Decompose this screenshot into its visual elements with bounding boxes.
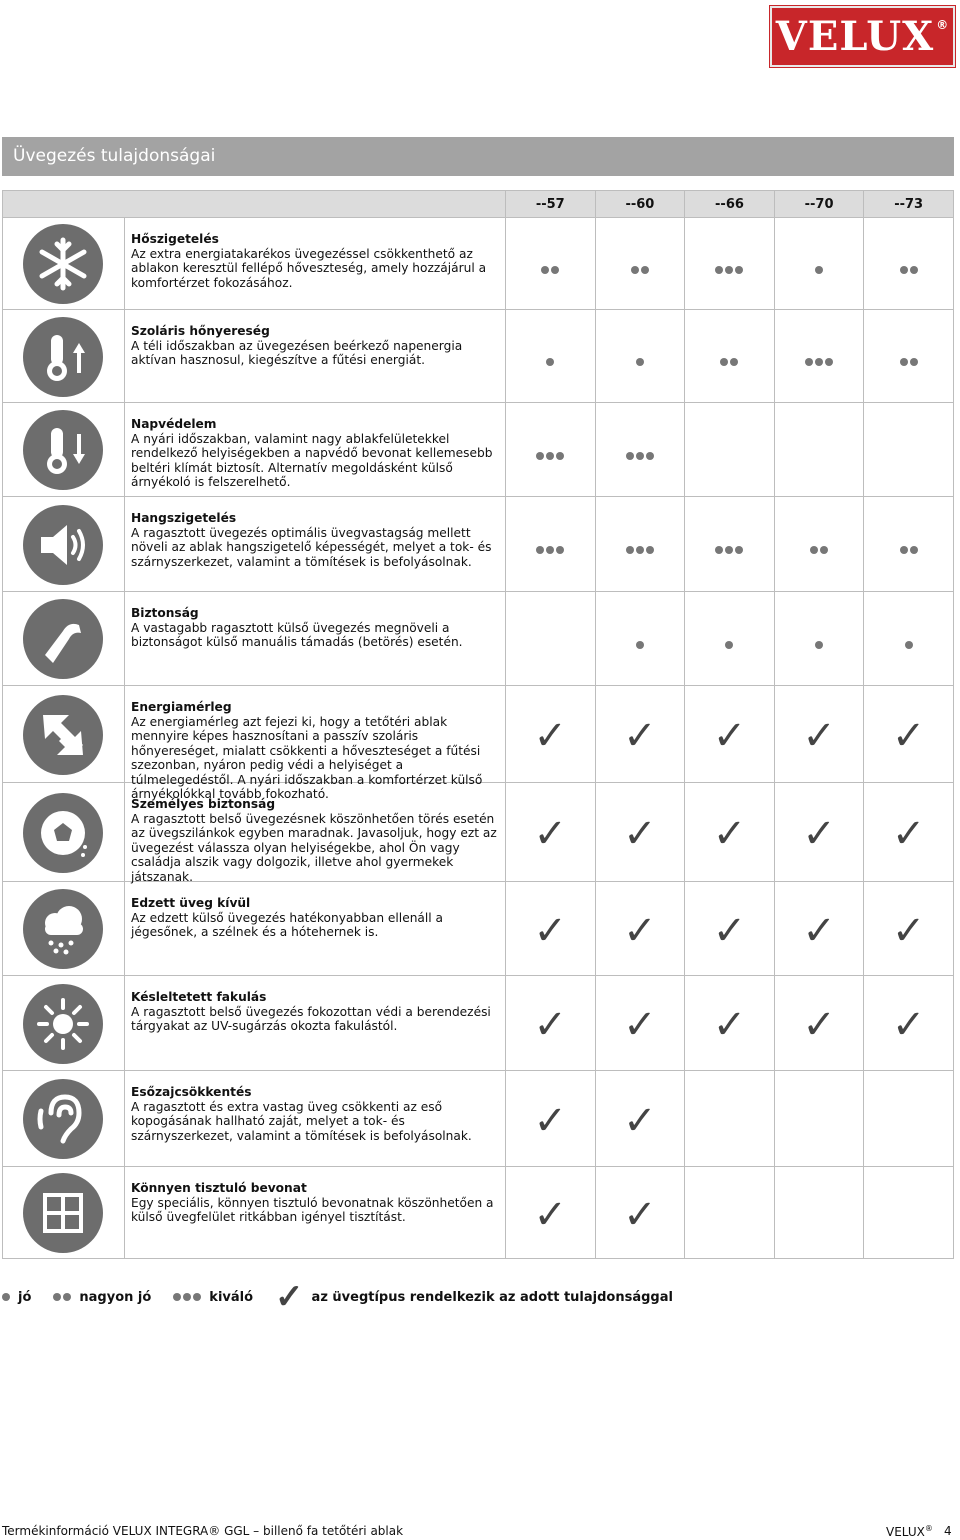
value-cell---66 [685, 218, 775, 309]
value-cell---60 [596, 218, 686, 309]
football-icon [23, 793, 103, 873]
checkmark-icon: ✓ [891, 811, 926, 857]
row-icon-cell [2, 497, 125, 591]
value-cell---60 [596, 882, 686, 975]
rating-dot [735, 546, 743, 554]
checkmark-icon: ✓ [712, 1002, 747, 1048]
row-title: Hangszigetelés [131, 511, 237, 525]
logo-registered-mark: ® [936, 17, 950, 32]
value-cell---73 [864, 882, 954, 975]
row-text: A ragasztott belső üvegezés fokozottan védi a berendezési tárgyakat az UV-sugárzás okozta fakulástól. [131, 1004, 491, 1033]
rating-dots [636, 358, 644, 366]
value-cell---60 [596, 976, 686, 1070]
row-title: Energiamérleg [131, 700, 232, 714]
rating-dot [825, 358, 833, 366]
rating-dots [725, 641, 733, 649]
row-description [125, 1071, 506, 1166]
row-text: A téli időszakban az üvegezésen beérkező napenergia aktívan hasznosul, kiegészítve a fűtési energiát. [131, 338, 463, 367]
value-cell---73 [864, 592, 954, 685]
row-description [125, 592, 506, 685]
value-cell---57 [506, 403, 596, 496]
checkmark-icon: ✓ [712, 811, 747, 857]
properties-table [2, 190, 954, 1259]
rating-dot [636, 641, 644, 649]
rating-dot [646, 546, 654, 554]
legend [2, 1277, 695, 1317]
value-cell---57 [506, 218, 596, 309]
row-text: A ragasztott és extra vastag üveg csökkenti az eső kopogásának hallható zaját, melyet a tok- és szárnyszerkezet, valamint a tömítések is befolyásolnak. [131, 1099, 472, 1143]
rating-dot [815, 358, 823, 366]
checkmark-icon: ✓ [533, 907, 568, 954]
checkmark-icon: ✓ [623, 713, 657, 759]
checkmark-icon: ✓ [891, 713, 926, 759]
value-cell---66 [685, 1071, 775, 1166]
value-cell---73 [864, 783, 954, 881]
rating-dot [725, 641, 733, 649]
speaker-icon [23, 505, 103, 585]
value-cell---66 [685, 497, 775, 591]
value-cell---66 [685, 592, 775, 685]
thermometer-down-icon [23, 410, 103, 490]
value-cell---60 [596, 1167, 686, 1258]
legend-check-label: az üvegtípus rendelkezik az adott tulajdonsággal [311, 1289, 673, 1305]
rating-dot [815, 266, 823, 274]
row-title: Biztonság [131, 606, 199, 620]
table-row [2, 686, 954, 801]
rating-dots [815, 266, 823, 274]
row-title: Könnyen tisztuló bevonat [131, 1181, 307, 1195]
rating-dot [730, 358, 738, 366]
row-text: Egy speciális, könnyen tisztuló bevonatnak köszönhetően a külső üvegfelület ritkábban igényel tisztítást. [131, 1195, 494, 1224]
rating-dot [636, 452, 644, 460]
rating-dots [900, 266, 918, 274]
rating-dots [536, 546, 564, 554]
value-cell---73 [864, 976, 954, 1070]
section-title: Üvegezés tulajdonságai [13, 146, 216, 166]
column-header: --70 [775, 191, 865, 217]
rating-dot [735, 266, 743, 274]
legend-very-good-label: nagyon jó [79, 1289, 152, 1305]
clean-window-icon [23, 1173, 103, 1253]
row-text: A vastagabb ragasztott külső üvegezés megnöveli a biztonságot külső manuális támadás (betörés) esetén. [131, 620, 463, 649]
rating-dot [910, 266, 918, 274]
checkmark-icon: ✓ [712, 713, 747, 759]
checkmark-icon: ✓ [623, 1002, 657, 1048]
value-cell---70 [775, 497, 865, 591]
value-cell---73 [864, 1071, 954, 1166]
footer-brand-text: VELUX [886, 1525, 925, 1539]
row-title: Szoláris hőnyereség [131, 324, 270, 338]
legend-good [2, 1290, 31, 1305]
row-title: Napvédelem [131, 417, 217, 431]
column-header: --57 [506, 191, 596, 217]
checkmark-icon: ✓ [802, 907, 836, 954]
crowbar-icon [23, 599, 103, 679]
row-icon-cell [2, 218, 125, 309]
rating-dots [805, 358, 833, 366]
checkmark-icon: ✓ [533, 811, 568, 857]
checkmark-icon: ✓ [533, 1191, 568, 1238]
table-row [2, 497, 954, 592]
column-header: --60 [596, 191, 686, 217]
value-cell---66 [685, 403, 775, 496]
value-cell---66 [685, 976, 775, 1070]
row-description [125, 310, 506, 402]
row-description [125, 403, 506, 496]
value-cell---66 [685, 882, 775, 975]
arrows-icon [23, 695, 103, 775]
table-row [2, 218, 954, 310]
rating-dot [715, 266, 723, 274]
value-cell---73 [864, 1167, 954, 1258]
value-cell---70 [775, 882, 865, 975]
row-icon-cell [2, 976, 125, 1070]
footer-brand-reg: ® [924, 1524, 933, 1533]
page-number: 4 [944, 1524, 952, 1538]
rating-dot [536, 452, 544, 460]
rating-dot [810, 546, 818, 554]
checkmark-icon: ✓ [533, 1097, 568, 1144]
value-cell---70 [775, 1071, 865, 1166]
rating-dots [541, 266, 559, 274]
row-icon-cell [2, 1167, 125, 1258]
row-title: Késleltetett fakulás [131, 990, 267, 1004]
footer-product: Termékinformáció VELUX INTEGRA® GGL – billenő fa tetőtéri ablak [2, 1524, 404, 1538]
value-cell---57 [506, 310, 596, 402]
row-text: Az extra energiatakarékos üvegezéssel csökkenthető az ablakon keresztül fellépő hőveszteség, amely hozzájárul a komfortérzet fokozásához. [131, 246, 487, 290]
checkmark-icon: ✓ [802, 713, 836, 759]
rating-dot [546, 358, 554, 366]
rating-dot [720, 358, 728, 366]
rating-dot [556, 452, 564, 460]
rating-dot [910, 546, 918, 554]
rating-dot [820, 546, 828, 554]
row-description [125, 783, 506, 884]
checkmark-icon: ✓ [623, 1097, 657, 1144]
table-row [2, 1167, 954, 1259]
hail-cloud-icon [23, 889, 103, 969]
logo-text: VELUX [775, 13, 935, 60]
value-cell---57 [506, 497, 596, 591]
rating-dot [805, 358, 813, 366]
row-icon-cell [2, 686, 125, 782]
value-cell---70 [775, 592, 865, 685]
table-row [2, 783, 954, 882]
row-text: Az edzett külső üvegezés hatékonyabban ellenáll a jégesőnek, a szélnek és a hótehernek is. [131, 910, 444, 939]
row-description [125, 686, 506, 801]
row-title: Személyes biztonság [131, 797, 276, 811]
row-description [125, 497, 506, 591]
checkmark-icon: ✓ [275, 1277, 304, 1317]
sun-icon [23, 984, 103, 1064]
value-cell---66 [685, 686, 775, 782]
value-cell---60 [596, 310, 686, 402]
value-cell---60 [596, 403, 686, 496]
row-title: Edzett üveg kívül [131, 896, 251, 910]
rating-dots [905, 641, 913, 649]
row-text: A nyári időszakban, valamint nagy ablakfelületekkel rendelkező helyiségekben a napvédő bevonat kellemesebb beltéri klímát biztosít. Alternatív megoldásként külső árnyékoló is felszerelhető. [131, 431, 493, 489]
value-cell---60 [596, 497, 686, 591]
checkmark-icon: ✓ [712, 907, 747, 954]
table-row [2, 592, 954, 686]
thermometer-up-icon [23, 317, 103, 397]
rating-dots [626, 452, 654, 460]
value-cell---57 [506, 1167, 596, 1258]
snowflake-icon [23, 224, 103, 304]
legend-check [275, 1277, 673, 1317]
legend-excellent-label: kiváló [209, 1289, 254, 1305]
table-row [2, 1071, 954, 1167]
rating-dot [641, 266, 649, 274]
table-row [2, 310, 954, 403]
column-header: --73 [864, 191, 954, 217]
row-description [125, 1167, 506, 1258]
rating-dot [715, 546, 723, 554]
value-cell---57 [506, 592, 596, 685]
rating-dot [725, 546, 733, 554]
value-cell---73 [864, 686, 954, 782]
value-cell---70 [775, 310, 865, 402]
table-row [2, 882, 954, 976]
row-description [125, 882, 506, 975]
value-cell---70 [775, 976, 865, 1070]
rating-dots [715, 546, 743, 554]
section-header-bar [2, 137, 954, 176]
rating-dot [546, 546, 554, 554]
row-text: A ragasztott belső üvegezésnek köszönhetően törés esetén az üvegszilánkok egyben maradnak. Javasoljuk, hogy ezt az üvegezést válassza olyan helyiségekbe, ahol Ön vagy családja alszik vagy dolgozik, illetve ahol gyermekek játszanak. [131, 811, 497, 884]
value-cell---73 [864, 403, 954, 496]
value-cell---57 [506, 783, 596, 881]
value-cell---60 [596, 686, 686, 782]
value-cell---66 [685, 783, 775, 881]
checkmark-icon: ✓ [533, 713, 568, 759]
rating-dot [646, 452, 654, 460]
rating-dots [715, 266, 743, 274]
rating-dot [546, 452, 554, 460]
rating-dots [900, 358, 918, 366]
row-icon-cell [2, 592, 125, 685]
legend-good-label: jó [18, 1289, 32, 1305]
rating-dot [905, 641, 913, 649]
row-text: Az energiamérleg azt fejezi ki, hogy a tetőtéri ablak mennyire képes hasznosítani a passzív szoláris hőnyereséget, mialatt csökkenti a hőveszteséget a fűtési szezonban, nyáron pedig védi a helyiséget a túlmelegedéstől. A nyári időszakban a komfortérzet külső árnyékolókkal tovább fokozható. [131, 714, 483, 801]
velux-logo [770, 6, 955, 67]
value-cell---66 [685, 310, 775, 402]
value-cell---70 [775, 218, 865, 309]
rating-dot [626, 546, 634, 554]
rating-dot [725, 266, 733, 274]
rating-dot [910, 358, 918, 366]
rating-dots [536, 452, 564, 460]
rating-dot [815, 641, 823, 649]
rating-dot [636, 546, 644, 554]
legend-excellent [173, 1290, 253, 1305]
rating-dots [636, 641, 644, 649]
checkmark-icon: ✓ [802, 811, 836, 857]
rating-dots [900, 546, 918, 554]
value-cell---70 [775, 686, 865, 782]
row-description [125, 976, 506, 1070]
value-cell---70 [775, 1167, 865, 1258]
rating-dot [626, 452, 634, 460]
table-header-row [2, 191, 954, 218]
footer-brand [886, 1524, 933, 1539]
table-row [2, 403, 954, 497]
column-header: --66 [685, 191, 775, 217]
rating-dots [720, 358, 738, 366]
checkmark-icon: ✓ [623, 811, 657, 857]
rating-dots [815, 641, 823, 649]
value-cell---66 [685, 1167, 775, 1258]
value-cell---73 [864, 218, 954, 309]
rating-dot [900, 546, 908, 554]
value-cell---73 [864, 310, 954, 402]
rating-dot [631, 266, 639, 274]
rating-dots [810, 546, 828, 554]
row-title: Esőzajcsökkentés [131, 1085, 252, 1099]
row-icon-cell [2, 403, 125, 496]
ear-icon [23, 1079, 103, 1159]
rating-dot [536, 546, 544, 554]
value-cell---60 [596, 592, 686, 685]
rating-dot [541, 266, 549, 274]
row-description [125, 218, 506, 309]
rating-dot [556, 546, 564, 554]
rating-dots [626, 546, 654, 554]
checkmark-icon: ✓ [623, 1191, 657, 1238]
checkmark-icon: ✓ [533, 1002, 568, 1048]
row-icon-cell [2, 783, 125, 881]
checkmark-icon: ✓ [802, 1002, 836, 1048]
value-cell---70 [775, 403, 865, 496]
legend-very-good [53, 1290, 151, 1305]
value-cell---60 [596, 1071, 686, 1166]
rating-dot [900, 358, 908, 366]
value-cell---60 [596, 783, 686, 881]
rating-dot [900, 266, 908, 274]
row-icon-cell [2, 310, 125, 402]
value-cell---70 [775, 783, 865, 881]
rating-dots [546, 358, 554, 366]
value-cell---57 [506, 976, 596, 1070]
checkmark-icon: ✓ [891, 907, 926, 954]
rating-dot [636, 358, 644, 366]
row-icon-cell [2, 1071, 125, 1166]
row-title: Hőszigetelés [131, 232, 219, 246]
row-text: A ragasztott üvegezés optimális üvegvastagság mellett növeli az ablak hangszigetelő képességét, melyet a tok- és szárnyszerkezet, valamint a tömítések is befolyásolnak. [131, 525, 492, 569]
value-cell---57 [506, 882, 596, 975]
table-row [2, 976, 954, 1071]
checkmark-icon: ✓ [891, 1002, 926, 1048]
value-cell---57 [506, 686, 596, 782]
checkmark-icon: ✓ [623, 907, 657, 954]
row-icon-cell [2, 882, 125, 975]
rating-dot [551, 266, 559, 274]
value-cell---57 [506, 1071, 596, 1166]
rating-dots [631, 266, 649, 274]
value-cell---73 [864, 497, 954, 591]
